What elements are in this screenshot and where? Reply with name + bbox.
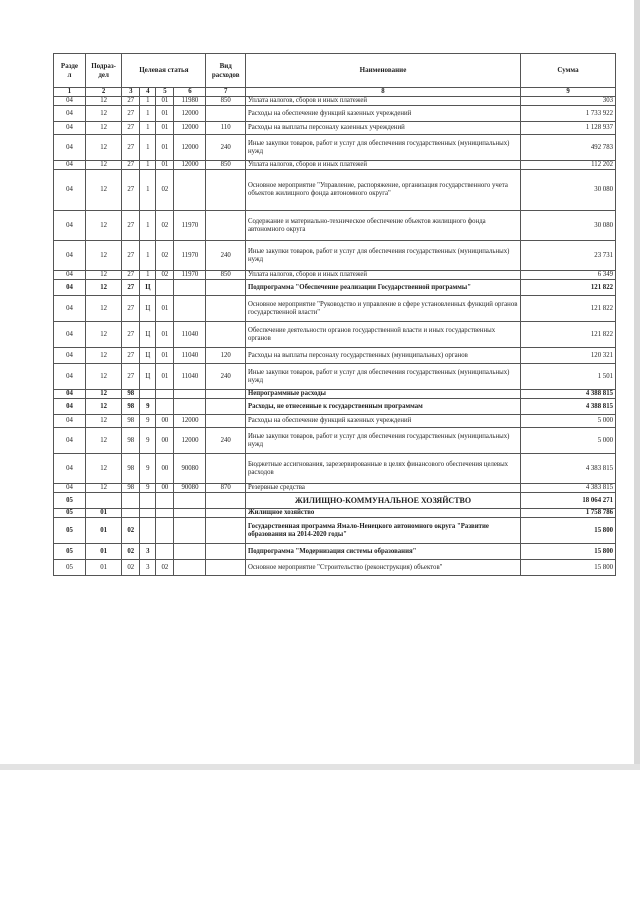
target-part4-cell: 11040 — [174, 348, 206, 364]
podrazdel-cell: 12 — [85, 390, 121, 399]
name-cell: Подпрограмма "Модернизация системы образования" — [245, 544, 520, 560]
target-part1-cell: 98 — [122, 415, 140, 428]
razdel-cell: 04 — [54, 106, 86, 122]
razdel-cell: 04 — [54, 271, 86, 280]
target-part4-cell: 12000 — [174, 161, 206, 170]
sum-cell: 120 321 — [521, 348, 616, 364]
table-row — [54, 135, 616, 161]
target-part3-cell: 01 — [156, 122, 174, 135]
target-part2-cell — [140, 493, 156, 509]
sum-cell: 121 822 — [521, 280, 616, 296]
sum-cell: 4 383 815 — [521, 484, 616, 493]
column-index-cell: 2 — [85, 88, 121, 97]
expense-type-cell: 240 — [206, 364, 245, 390]
razdel-cell: 04 — [54, 399, 86, 415]
podrazdel-cell: 12 — [85, 454, 121, 484]
target-part4-cell — [174, 560, 206, 576]
target-part3-cell: 00 — [156, 415, 174, 428]
podrazdel-cell: 01 — [85, 518, 121, 544]
expense-type-cell: 240 — [206, 241, 245, 271]
target-part2-cell: Ц — [140, 296, 156, 322]
podrazdel-cell: 12 — [85, 122, 121, 135]
column-index-cell: 6 — [174, 88, 206, 97]
expense-type-cell — [206, 509, 245, 518]
name-cell: Обеспечение деятельности органов государственной власти и иных государственных органов — [245, 322, 520, 348]
table-row — [54, 518, 616, 544]
target-part2-cell — [140, 509, 156, 518]
table-row — [54, 271, 616, 280]
target-part1-cell — [122, 509, 140, 518]
expense-type-cell: 850 — [206, 161, 245, 170]
razdel-cell: 04 — [54, 390, 86, 399]
target-part3-cell: 02 — [156, 211, 174, 241]
table-row — [54, 122, 616, 135]
expense-type-cell: 120 — [206, 348, 245, 364]
target-part2-cell: 3 — [140, 560, 156, 576]
target-part4-cell — [174, 399, 206, 415]
header-expense-type: Вид расходов — [206, 54, 245, 88]
name-cell: Резервные средства — [245, 484, 520, 493]
target-part3-cell: 01 — [156, 348, 174, 364]
target-part1-cell: 98 — [122, 399, 140, 415]
name-cell: Непрограммные расходы — [245, 390, 520, 399]
target-part2-cell: 9 — [140, 428, 156, 454]
column-index-cell: 8 — [245, 88, 520, 97]
podrazdel-cell: 12 — [85, 170, 121, 211]
podrazdel-cell: 12 — [85, 280, 121, 296]
target-part2-cell: 1 — [140, 161, 156, 170]
target-part4-cell: 11970 — [174, 271, 206, 280]
name-cell: Расходы на обеспечение функций казенных учреждений — [245, 106, 520, 122]
podrazdel-cell: 12 — [85, 211, 121, 241]
target-part1-cell: 27 — [122, 296, 140, 322]
name-cell: Уплата налогов, сборов и иных платежей — [245, 271, 520, 280]
sum-cell: 1 758 786 — [521, 509, 616, 518]
table-row — [54, 97, 616, 106]
target-part3-cell: 01 — [156, 296, 174, 322]
header-sum: Сумма — [521, 54, 616, 88]
target-part1-cell: 27 — [122, 271, 140, 280]
expense-type-cell — [206, 296, 245, 322]
podrazdel-cell: 12 — [85, 271, 121, 280]
target-part3-cell: 00 — [156, 428, 174, 454]
target-part4-cell — [174, 280, 206, 296]
sum-cell: 15 800 — [521, 518, 616, 544]
column-index-cell: 9 — [521, 88, 616, 97]
table-row — [54, 364, 616, 390]
expense-type-cell — [206, 170, 245, 211]
name-cell: Расходы, не отнесенные к государственным программам — [245, 399, 520, 415]
target-part3-cell: 00 — [156, 454, 174, 484]
expense-type-cell — [206, 106, 245, 122]
table-row — [54, 280, 616, 296]
razdel-cell: 04 — [54, 97, 86, 106]
sum-cell: 121 822 — [521, 322, 616, 348]
target-part4-cell — [174, 296, 206, 322]
page-bottom-edge — [0, 764, 640, 770]
target-part2-cell: 9 — [140, 415, 156, 428]
target-part3-cell — [156, 518, 174, 544]
expense-type-cell: 240 — [206, 428, 245, 454]
podrazdel-cell: 12 — [85, 296, 121, 322]
expense-type-cell — [206, 415, 245, 428]
target-part2-cell: 1 — [140, 170, 156, 211]
razdel-cell: 05 — [54, 493, 86, 509]
target-part1-cell: 98 — [122, 454, 140, 484]
target-part1-cell: 27 — [122, 161, 140, 170]
column-index-cell: 7 — [206, 88, 245, 97]
name-cell: Иные закупки товаров, работ и услуг для обеспечения государственных (муниципальных) нужд — [245, 135, 520, 161]
name-cell: Бюджетные ассигнования, зарезервированные в целях финансового обеспечения целевых расходов — [245, 454, 520, 484]
expense-type-cell — [206, 399, 245, 415]
target-part2-cell: 1 — [140, 122, 156, 135]
target-part4-cell: 12000 — [174, 415, 206, 428]
expense-type-cell — [206, 544, 245, 560]
sum-cell: 18 064 271 — [521, 493, 616, 509]
target-part4-cell: 12000 — [174, 135, 206, 161]
razdel-cell: 04 — [54, 211, 86, 241]
name-cell: Иные закупки товаров, работ и услуг для обеспечения государственных (муниципальных) нужд — [245, 241, 520, 271]
sum-cell: 1 733 922 — [521, 106, 616, 122]
sum-cell: 23 731 — [521, 241, 616, 271]
target-part1-cell: 98 — [122, 428, 140, 454]
name-cell: Уплата налогов, сборов и иных платежей — [245, 161, 520, 170]
razdel-cell: 04 — [54, 484, 86, 493]
target-part2-cell: Ц — [140, 348, 156, 364]
target-part3-cell: 02 — [156, 241, 174, 271]
sum-cell: 4 388 815 — [521, 399, 616, 415]
expense-type-cell — [206, 454, 245, 484]
razdel-cell: 04 — [54, 454, 86, 484]
header-target-article: Целевая статья — [122, 54, 206, 88]
razdel-cell: 04 — [54, 348, 86, 364]
target-part3-cell — [156, 390, 174, 399]
sum-cell: 492 783 — [521, 135, 616, 161]
target-part1-cell: 27 — [122, 348, 140, 364]
razdel-cell: 05 — [54, 518, 86, 544]
target-part3-cell: 01 — [156, 161, 174, 170]
podrazdel-cell: 12 — [85, 161, 121, 170]
target-part2-cell: Ц — [140, 364, 156, 390]
expense-type-cell: 240 — [206, 135, 245, 161]
expense-type-cell: 850 — [206, 271, 245, 280]
target-part2-cell: 1 — [140, 211, 156, 241]
target-part2-cell: 1 — [140, 106, 156, 122]
target-part3-cell: 02 — [156, 170, 174, 211]
target-part2-cell: 9 — [140, 399, 156, 415]
table-row — [54, 211, 616, 241]
target-part1-cell: 27 — [122, 211, 140, 241]
target-part3-cell: 01 — [156, 97, 174, 106]
sum-cell: 15 800 — [521, 560, 616, 576]
target-part4-cell — [174, 390, 206, 399]
target-part1-cell: 27 — [122, 322, 140, 348]
target-part2-cell: 9 — [140, 484, 156, 493]
expense-type-cell — [206, 390, 245, 399]
budget-table — [53, 53, 616, 576]
target-part1-cell: 27 — [122, 241, 140, 271]
target-part4-cell — [174, 493, 206, 509]
sum-cell: 1 501 — [521, 364, 616, 390]
target-part3-cell — [156, 399, 174, 415]
target-part2-cell — [140, 390, 156, 399]
expense-type-cell — [206, 493, 245, 509]
podrazdel-cell: 12 — [85, 241, 121, 271]
name-cell: Содержание и материально-техническое обеспечение объектов жилищного фонда автономного округа — [245, 211, 520, 241]
sum-cell: 112 202 — [521, 161, 616, 170]
razdel-cell: 04 — [54, 280, 86, 296]
target-part4-cell: 90080 — [174, 454, 206, 484]
target-part4-cell — [174, 509, 206, 518]
expense-type-cell — [206, 211, 245, 241]
target-part1-cell: 27 — [122, 170, 140, 211]
podrazdel-cell: 12 — [85, 322, 121, 348]
razdel-cell: 04 — [54, 428, 86, 454]
target-part2-cell: Ц — [140, 322, 156, 348]
target-part3-cell — [156, 493, 174, 509]
target-part1-cell: 27 — [122, 135, 140, 161]
table-row — [54, 454, 616, 484]
column-index-cell: 5 — [156, 88, 174, 97]
target-part4-cell — [174, 170, 206, 211]
target-part1-cell: 27 — [122, 122, 140, 135]
target-part4-cell: 11970 — [174, 211, 206, 241]
target-part1-cell — [122, 493, 140, 509]
sum-cell: 30 080 — [521, 170, 616, 211]
column-index-cell: 3 — [122, 88, 140, 97]
table-row — [54, 493, 616, 509]
column-index-cell: 1 — [54, 88, 86, 97]
table-row — [54, 428, 616, 454]
podrazdel-cell: 12 — [85, 106, 121, 122]
razdel-cell: 04 — [54, 415, 86, 428]
table-row — [54, 399, 616, 415]
target-part4-cell: 90080 — [174, 484, 206, 493]
target-part1-cell: 02 — [122, 518, 140, 544]
name-cell: ЖИЛИЩНО-КОММУНАЛЬНОЕ ХОЗЯЙСТВО — [245, 493, 520, 509]
sum-cell: 15 800 — [521, 544, 616, 560]
target-part2-cell: 9 — [140, 454, 156, 484]
column-index-cell: 4 — [140, 88, 156, 97]
header-podrazdel: Подраз- дел — [85, 54, 121, 88]
podrazdel-cell: 12 — [85, 348, 121, 364]
target-part3-cell: 00 — [156, 484, 174, 493]
target-part3-cell: 02 — [156, 271, 174, 280]
podrazdel-cell: 12 — [85, 415, 121, 428]
sum-cell: 5 000 — [521, 428, 616, 454]
sum-cell: 4 388 815 — [521, 390, 616, 399]
razdel-cell: 04 — [54, 364, 86, 390]
target-part3-cell — [156, 544, 174, 560]
razdel-cell: 04 — [54, 296, 86, 322]
target-part4-cell: 12000 — [174, 122, 206, 135]
expense-type-cell — [206, 322, 245, 348]
target-part3-cell: 01 — [156, 364, 174, 390]
table-row — [54, 484, 616, 493]
target-part3-cell: 01 — [156, 135, 174, 161]
table-row — [54, 296, 616, 322]
name-cell: Основное мероприятие "Строительство (реконструкция) объектов" — [245, 560, 520, 576]
razdel-cell: 04 — [54, 161, 86, 170]
podrazdel-cell — [85, 493, 121, 509]
podrazdel-cell: 01 — [85, 560, 121, 576]
table-row — [54, 241, 616, 271]
target-part4-cell — [174, 544, 206, 560]
expense-type-cell — [206, 560, 245, 576]
table-row — [54, 415, 616, 428]
razdel-cell: 04 — [54, 122, 86, 135]
podrazdel-cell: 12 — [85, 364, 121, 390]
razdel-cell: 04 — [54, 135, 86, 161]
page-edge-shadow — [634, 0, 640, 770]
target-part1-cell: 27 — [122, 97, 140, 106]
target-part1-cell: 98 — [122, 390, 140, 399]
name-cell: Иные закупки товаров, работ и услуг для обеспечения государственных (муниципальных) нужд — [245, 428, 520, 454]
name-cell: Иные закупки товаров, работ и услуг для обеспечения государственных (муниципальных) нужд — [245, 364, 520, 390]
target-part1-cell: 98 — [122, 484, 140, 493]
razdel-cell: 05 — [54, 544, 86, 560]
target-part2-cell — [140, 518, 156, 544]
name-cell: Расходы на обеспечение функций казенных учреждений — [245, 415, 520, 428]
podrazdel-cell: 12 — [85, 399, 121, 415]
target-part4-cell — [174, 518, 206, 544]
target-part4-cell: 12000 — [174, 428, 206, 454]
razdel-cell: 04 — [54, 170, 86, 211]
name-cell: Расходы на выплаты персоналу государственных (муниципальных) органов — [245, 348, 520, 364]
target-part3-cell — [156, 509, 174, 518]
header-name: Наименование — [245, 54, 520, 88]
razdel-cell: 04 — [54, 322, 86, 348]
name-cell: Уплата налогов, сборов и иных платежей — [245, 97, 520, 106]
sum-cell: 6 349 — [521, 271, 616, 280]
table-row — [54, 348, 616, 364]
table-row — [54, 390, 616, 399]
target-part3-cell: 01 — [156, 322, 174, 348]
name-cell: Государственная программа Ямало-Ненецкого автономного округа "Развитие образования на 2014-2020 годы" — [245, 518, 520, 544]
table-row — [54, 560, 616, 576]
razdel-cell: 05 — [54, 509, 86, 518]
sum-cell: 303 — [521, 97, 616, 106]
sum-cell: 4 383 815 — [521, 454, 616, 484]
target-part1-cell: 02 — [122, 560, 140, 576]
target-part1-cell: 27 — [122, 280, 140, 296]
target-part2-cell: Ц — [140, 280, 156, 296]
target-part1-cell: 02 — [122, 544, 140, 560]
target-part2-cell: 1 — [140, 241, 156, 271]
razdel-cell: 04 — [54, 241, 86, 271]
table-row — [54, 170, 616, 211]
target-part2-cell: 1 — [140, 271, 156, 280]
target-part1-cell: 27 — [122, 106, 140, 122]
expense-type-cell: 110 — [206, 122, 245, 135]
table-row — [54, 106, 616, 122]
target-part3-cell: 01 — [156, 106, 174, 122]
target-part4-cell: 11040 — [174, 364, 206, 390]
sum-cell: 1 128 937 — [521, 122, 616, 135]
expense-type-cell — [206, 280, 245, 296]
podrazdel-cell: 01 — [85, 509, 121, 518]
name-cell: Расходы на выплаты персоналу казенных учреждений — [245, 122, 520, 135]
expense-type-cell: 870 — [206, 484, 245, 493]
sum-cell: 30 080 — [521, 211, 616, 241]
podrazdel-cell: 12 — [85, 428, 121, 454]
target-part4-cell: 11040 — [174, 322, 206, 348]
podrazdel-cell: 01 — [85, 544, 121, 560]
sum-cell: 5 000 — [521, 415, 616, 428]
podrazdel-cell: 12 — [85, 135, 121, 161]
target-part2-cell: 1 — [140, 97, 156, 106]
name-cell: Жилищное хозяйство — [245, 509, 520, 518]
name-cell: Подпрограмма "Обеспечение реализации Государственной программы" — [245, 280, 520, 296]
table-row — [54, 322, 616, 348]
expense-type-cell — [206, 518, 245, 544]
expense-type-cell: 850 — [206, 97, 245, 106]
podrazdel-cell: 12 — [85, 97, 121, 106]
target-part4-cell: 11970 — [174, 241, 206, 271]
target-part3-cell: 02 — [156, 560, 174, 576]
target-part2-cell: 3 — [140, 544, 156, 560]
name-cell: Основное мероприятие "Управление, распоряжение, организация государственного учета объектов жилищного фонда автономного округа" — [245, 170, 520, 211]
sum-cell: 121 822 — [521, 296, 616, 322]
target-part4-cell: 12000 — [174, 106, 206, 122]
target-part2-cell: 1 — [140, 135, 156, 161]
table-row — [54, 544, 616, 560]
target-part3-cell — [156, 280, 174, 296]
podrazdel-cell: 12 — [85, 484, 121, 493]
name-cell: Основное мероприятие "Руководство и управление в сфере установленных функций органов государственной власти" — [245, 296, 520, 322]
table-row — [54, 161, 616, 170]
target-part1-cell: 27 — [122, 364, 140, 390]
table-row — [54, 509, 616, 518]
razdel-cell: 05 — [54, 560, 86, 576]
target-part4-cell: 11980 — [174, 97, 206, 106]
header-razdel: Разде л — [54, 54, 86, 88]
